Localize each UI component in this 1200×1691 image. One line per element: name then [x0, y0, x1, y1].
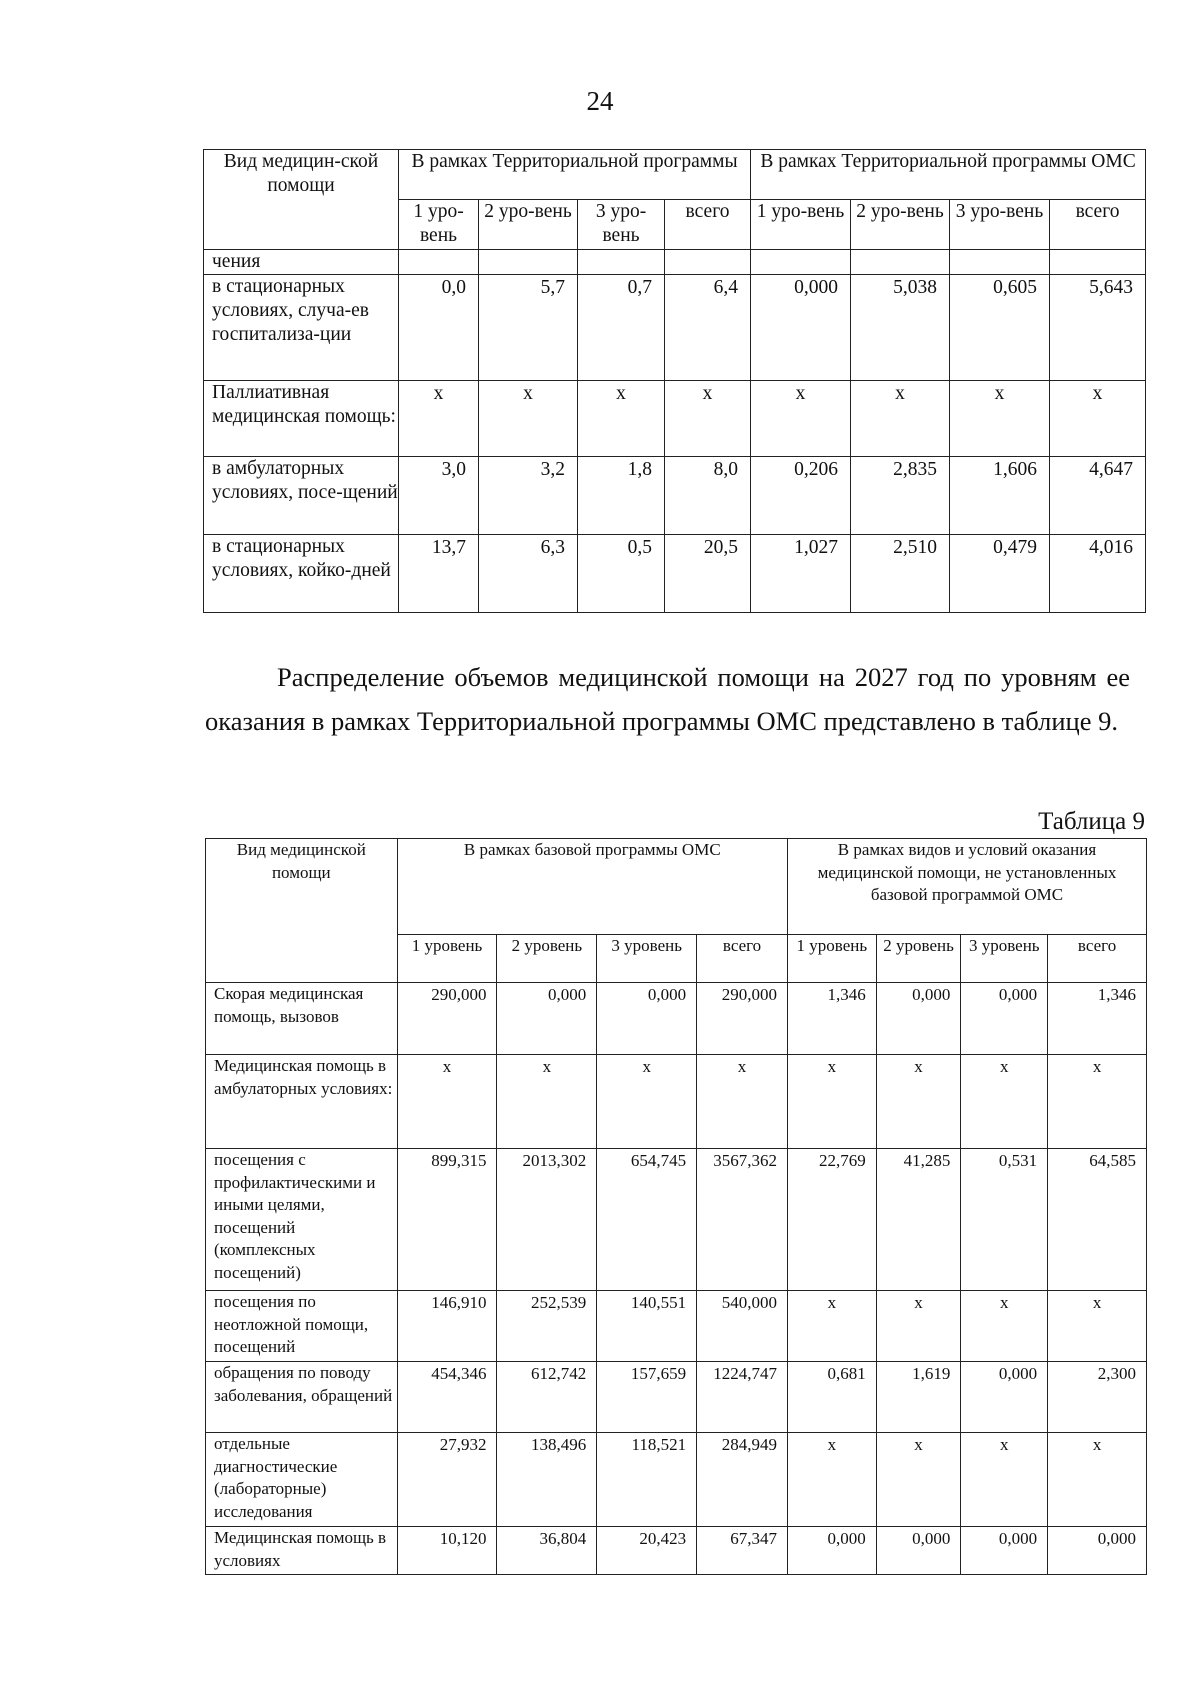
column-header-level: 3 уро-вень	[950, 200, 1050, 250]
table-9-volumes-by-level	[205, 838, 1147, 1575]
table-cell: х	[399, 381, 479, 457]
table-cell: 20,5	[665, 535, 751, 613]
table-cell: 1,346	[1048, 983, 1147, 1055]
table-cell: 27,932	[397, 1433, 497, 1527]
column-header-level: 1 уровень	[397, 935, 497, 983]
table-cell: 2,300	[1048, 1362, 1147, 1433]
table-cell: 0,000	[961, 1362, 1048, 1433]
table-cell: х	[950, 381, 1050, 457]
table-cell: х	[1048, 1055, 1147, 1149]
row-label: Медицинская помощь в амбулаторных условиях:	[206, 1055, 398, 1149]
row-label: в стационарных условиях, койко-дней	[204, 535, 399, 613]
row-label: посещения по неотложной помощи, посещений	[206, 1291, 398, 1362]
column-header-level: 2 уровень	[876, 935, 961, 983]
table-cell: 0,000	[1048, 1527, 1147, 1575]
table-cell: х	[665, 381, 751, 457]
table-cell: 0,000	[876, 1527, 961, 1575]
table-cell: 0,000	[497, 983, 597, 1055]
table-cell: 20,423	[597, 1527, 697, 1575]
table-cell: х	[1050, 381, 1146, 457]
table-cell: х	[787, 1433, 876, 1527]
table-cell: 1,619	[876, 1362, 961, 1433]
column-header-level: всего	[665, 200, 751, 250]
table-cell: 0,0	[399, 275, 479, 381]
table-cell: 6,3	[479, 535, 578, 613]
table-cell: 67,347	[697, 1527, 788, 1575]
table-cell: 0,605	[950, 275, 1050, 381]
table-cell: 1,027	[751, 535, 851, 613]
table-row	[204, 250, 1146, 275]
table-cell	[665, 250, 751, 275]
table-cell	[479, 250, 578, 275]
column-header-level: всего	[1048, 935, 1147, 983]
column-group-base-oms: В рамках базовой программы ОМС	[397, 839, 787, 935]
column-header-level: всего	[1050, 200, 1146, 250]
table-row	[206, 983, 1147, 1055]
table-volumes-territorial-program	[203, 149, 1146, 613]
table-cell: 13,7	[399, 535, 479, 613]
table-row	[206, 1055, 1147, 1149]
table-row	[206, 1433, 1147, 1527]
column-group-oms: В рамках Территориальной программы ОМС	[751, 150, 1146, 200]
table-cell	[578, 250, 665, 275]
row-label: Медицинская помощь в условиях	[206, 1527, 398, 1575]
table-cell: 654,745	[597, 1149, 697, 1291]
table-cell: 4,016	[1050, 535, 1146, 613]
table-cell: 118,521	[597, 1433, 697, 1527]
table-cell: 454,346	[397, 1362, 497, 1433]
table-row	[206, 1362, 1147, 1433]
table-cell: 3567,362	[697, 1149, 788, 1291]
table-row	[206, 1527, 1147, 1575]
table-cell: 64,585	[1048, 1149, 1147, 1291]
table-cell: 3,0	[399, 457, 479, 535]
table-cell: х	[876, 1433, 961, 1527]
table-cell: х	[497, 1055, 597, 1149]
table-cell: 0,000	[597, 983, 697, 1055]
table-cell: 540,000	[697, 1291, 788, 1362]
table-cell: 0,000	[787, 1527, 876, 1575]
table-row	[204, 457, 1146, 535]
table-cell: х	[479, 381, 578, 457]
table-cell: 1,346	[787, 983, 876, 1055]
table-cell: 2,510	[851, 535, 950, 613]
table-cell: 0,681	[787, 1362, 876, 1433]
column-header-level: 3 уровень	[597, 935, 697, 983]
table-cell: 10,120	[397, 1527, 497, 1575]
column-header-level: 3 уро-вень	[578, 200, 665, 250]
row-label: в амбулаторных условиях, посе-щений	[204, 457, 399, 535]
table-row	[204, 381, 1146, 457]
column-header-type: Вид медицинской помощи	[206, 839, 398, 983]
table-cell: х	[876, 1055, 961, 1149]
table-cell: 6,4	[665, 275, 751, 381]
table-cell: х	[787, 1291, 876, 1362]
row-label: обращения по поводу заболевания, обращений	[206, 1362, 398, 1433]
table-cell: 41,285	[876, 1149, 961, 1291]
table-cell	[751, 250, 851, 275]
table-cell: 290,000	[697, 983, 788, 1055]
table-cell: 36,804	[497, 1527, 597, 1575]
column-header-level: 2 уро-вень	[851, 200, 950, 250]
table-cell: х	[1048, 1433, 1147, 1527]
table-cell: х	[961, 1055, 1048, 1149]
table-row	[204, 275, 1146, 381]
table-cell	[399, 250, 479, 275]
table-cell: х	[787, 1055, 876, 1149]
table-cell: 157,659	[597, 1362, 697, 1433]
table-caption: Таблица 9	[1038, 808, 1145, 835]
table-cell: 1224,747	[697, 1362, 788, 1433]
table-cell: х	[876, 1291, 961, 1362]
column-group-territorial: В рамках Территориальной программы	[399, 150, 751, 200]
column-header-level: 1 уровень	[787, 935, 876, 983]
table-cell: 0,206	[751, 457, 851, 535]
table-cell: х	[578, 381, 665, 457]
row-label: чения	[204, 250, 399, 275]
column-header-level: 2 уро-вень	[479, 200, 578, 250]
table-row	[204, 535, 1146, 613]
table-cell: 146,910	[397, 1291, 497, 1362]
table-cell: 612,742	[497, 1362, 597, 1433]
table-cell: 0,5	[578, 535, 665, 613]
table-cell: х	[961, 1433, 1048, 1527]
table-cell: 0,000	[961, 983, 1048, 1055]
table-cell: 3,2	[479, 457, 578, 535]
row-label: отдельные диагностические (лабораторные) исследования	[206, 1433, 398, 1527]
row-label: в стационарных условиях, случа-ев госпитализа-ции	[204, 275, 399, 381]
table-cell: х	[597, 1055, 697, 1149]
table-cell: 5,7	[479, 275, 578, 381]
table-cell: 2,835	[851, 457, 950, 535]
table-cell: 138,496	[497, 1433, 597, 1527]
table-cell: х	[751, 381, 851, 457]
column-header-type: Вид медицин-ской помощи	[204, 150, 399, 250]
table-cell: х	[397, 1055, 497, 1149]
table-cell: 140,551	[597, 1291, 697, 1362]
table-cell: х	[697, 1055, 788, 1149]
table-cell: 0,000	[961, 1527, 1048, 1575]
table-cell: 0,7	[578, 275, 665, 381]
table-cell	[1050, 250, 1146, 275]
table-row	[206, 1149, 1147, 1291]
table-cell: 5,643	[1050, 275, 1146, 381]
table-cell	[851, 250, 950, 275]
table-cell	[950, 250, 1050, 275]
table-cell: 22,769	[787, 1149, 876, 1291]
table-cell: 5,038	[851, 275, 950, 381]
column-group-extra-oms: В рамках видов и условий оказания медицинской помощи, не установленных базовой программой ОМС	[787, 839, 1146, 935]
body-paragraph: Распределение объемов медицинской помощи на 2027 год по уровням ее оказания в рамках Территориальной программы ОМС представлено в таблице 9.	[205, 662, 1130, 736]
table-cell: 8,0	[665, 457, 751, 535]
column-header-level: 1 уро-вень	[399, 200, 479, 250]
table-cell: 1,606	[950, 457, 1050, 535]
table-cell: х	[961, 1291, 1048, 1362]
table-cell: х	[1048, 1291, 1147, 1362]
page-number: 24	[586, 86, 614, 116]
table-cell: 252,539	[497, 1291, 597, 1362]
table-cell: 4,647	[1050, 457, 1146, 535]
table-cell: 0,000	[751, 275, 851, 381]
table-cell: 290,000	[397, 983, 497, 1055]
column-header-level: 3 уровень	[961, 935, 1048, 983]
table-cell: 0,479	[950, 535, 1050, 613]
row-label: Скорая медицинская помощь, вызовов	[206, 983, 398, 1055]
row-label: посещения с профилактическими и иными целями, посещений (комплексных посещений)	[206, 1149, 398, 1291]
row-label: Паллиативная медицинская помощь:	[204, 381, 399, 457]
table-cell: х	[851, 381, 950, 457]
table-cell: 899,315	[397, 1149, 497, 1291]
table-cell: 0,000	[876, 983, 961, 1055]
table-cell: 1,8	[578, 457, 665, 535]
table-cell: 2013,302	[497, 1149, 597, 1291]
table-cell: 284,949	[697, 1433, 788, 1527]
table-cell: 0,531	[961, 1149, 1048, 1291]
column-header-level: 2 уровень	[497, 935, 597, 983]
column-header-level: всего	[697, 935, 788, 983]
table-row	[206, 1291, 1147, 1362]
column-header-level: 1 уро-вень	[751, 200, 851, 250]
